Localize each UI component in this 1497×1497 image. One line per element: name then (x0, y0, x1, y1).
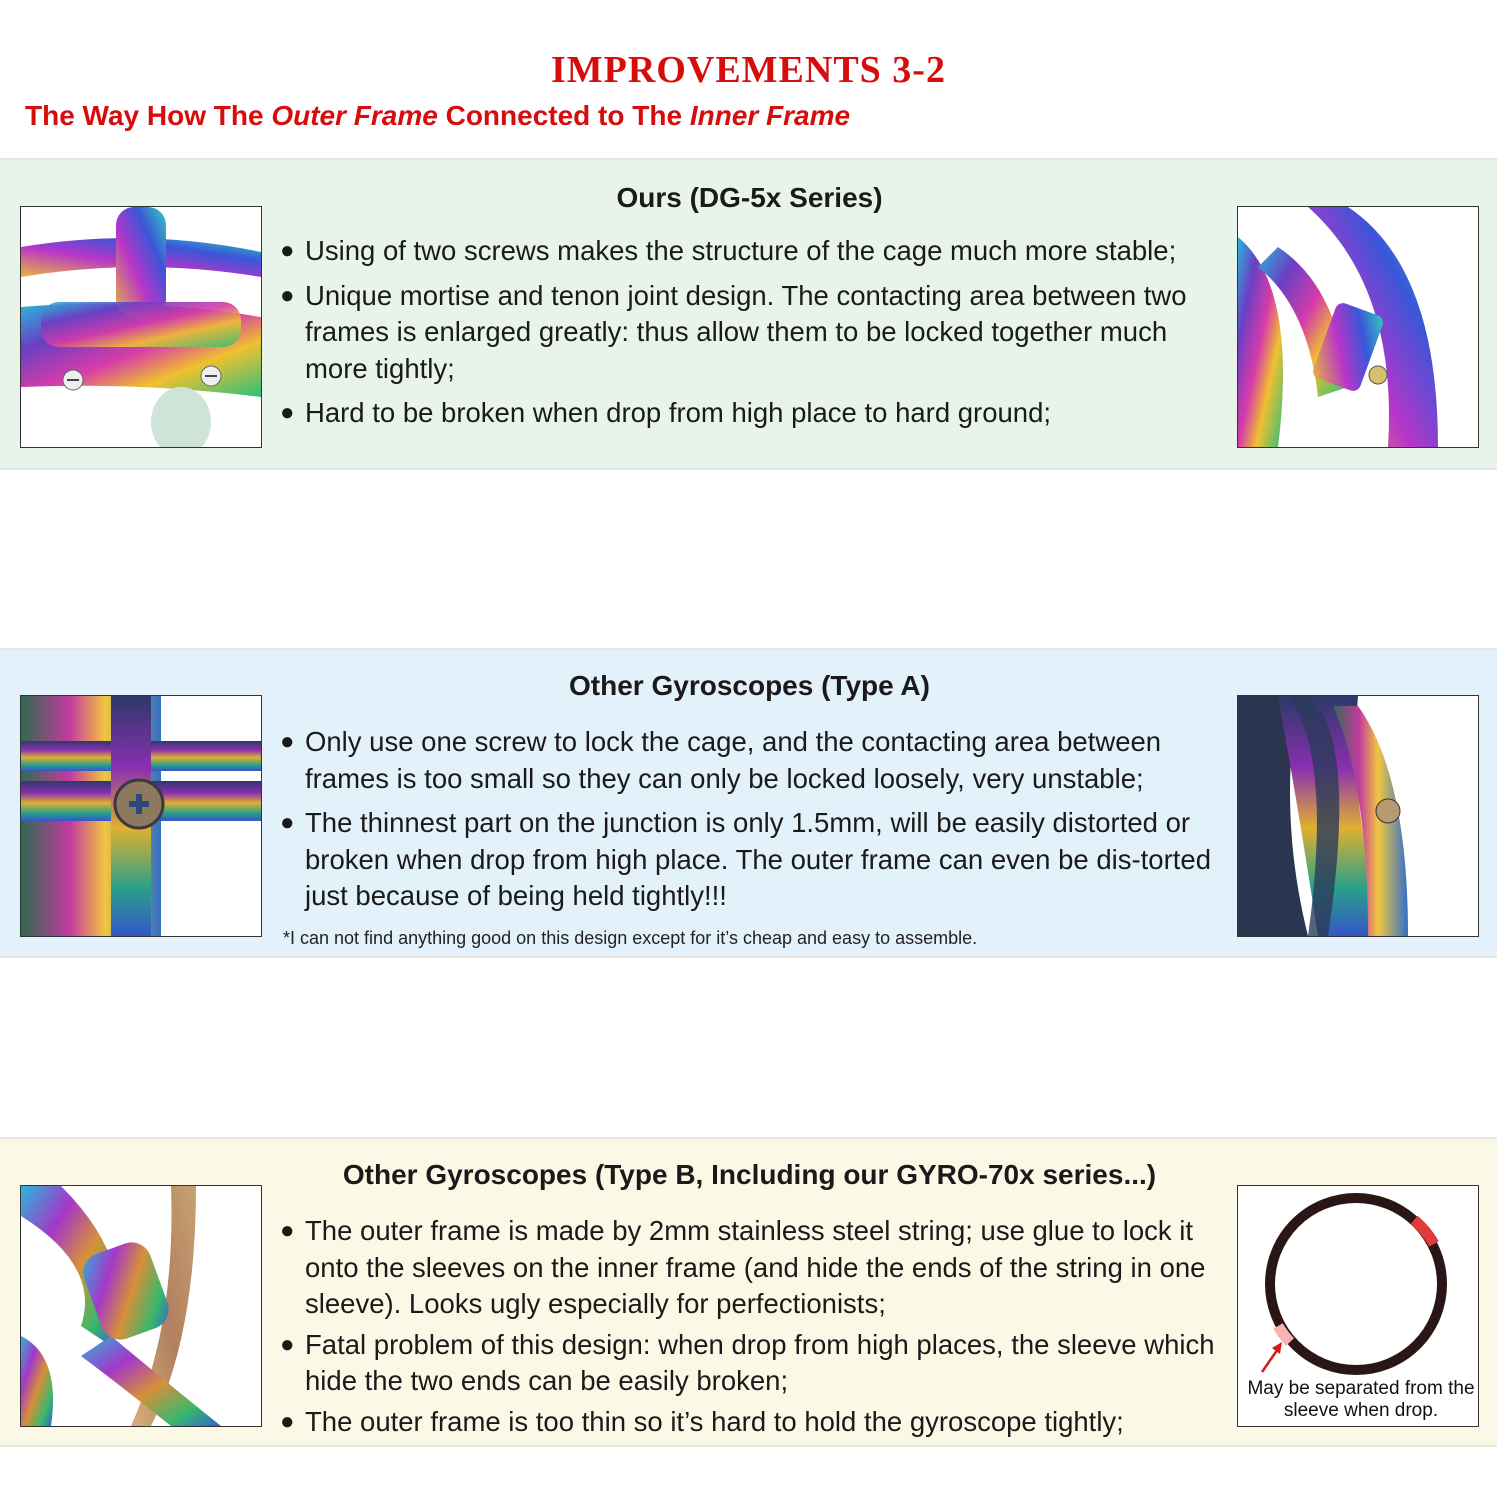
photo-type-a-cross-joint (20, 695, 262, 937)
photo-ours-joint-front (20, 206, 262, 448)
list-item: ● Unique mortise and tenon joint design. The contacting area between two frames is enlarged greatly: thus allow them to be locked together much more tightly; (280, 279, 1187, 384)
photo-type-a-side (1237, 695, 1479, 937)
bullet-icon: ● (280, 1217, 295, 1244)
subtitle-text-1: The Way How The (25, 100, 272, 131)
section-ours (0, 158, 1497, 470)
list-item: ● The outer frame is too thin so it’s hard to hold the gyroscope tightly; (280, 1404, 1230, 1441)
bullet-icon: ● (280, 809, 295, 836)
bullet-list (280, 233, 1230, 432)
section-heading: Other Gyroscopes (Type B, Including our GYRO-70x series...) (342, 1159, 1157, 1190)
diagram-caption: May be separated from the sleeve when drop. (1247, 1378, 1475, 1421)
bullet-icon: ● (280, 1407, 295, 1435)
section-heading: Ours (DG-5x Series) (616, 182, 883, 213)
bullet-icon: ● (280, 728, 295, 755)
list-item: ● The thinnest part on the junction is only 1.5mm, will be easily distorted or broken when drop from high place. The outer frame can even be dis-torted just because of being held tightly!!! (280, 807, 1211, 911)
list-item: ● Hard to be broken when drop from high place to hard ground; (280, 395, 1230, 432)
list-item: ● Using of two screws makes the structure of the cage much more stable; (280, 233, 1230, 270)
ring-diagram (1237, 1185, 1479, 1427)
section-type-a (0, 648, 1497, 958)
bullet-list (280, 724, 1230, 915)
section-heading: Other Gyroscopes (Type A) (569, 670, 930, 701)
bullet-icon: ● (280, 399, 295, 426)
bullet-icon: ● (280, 237, 295, 264)
photo-ours-joint-side (1237, 206, 1479, 448)
footnote: *I can not find anything good on this design except for it’s cheap and easy to assemble. (283, 928, 978, 948)
bullet-icon: ● (280, 281, 295, 309)
subtitle-outer-frame: Outer Frame (271, 100, 438, 131)
list-item: ● The outer frame is made by 2mm stainless steel string; use glue to lock it onto the sleeves on the inner frame (and hide the ends of the string in one sleeve). Looks ugly especially for perfectionists; (280, 1215, 1206, 1319)
list-item: ● Fatal problem of this design: when drop from high places, the sleeve which hide the two ends can be easily broken; (280, 1328, 1215, 1396)
page-subtitle (25, 100, 850, 132)
subtitle-text-2: Connected to The (437, 100, 690, 131)
bullet-list (280, 1213, 1230, 1440)
bullet-icon: ● (280, 1330, 295, 1358)
page-title: IMPROVEMENTS 3-2 (551, 49, 946, 91)
list-item: ● Only use one screw to lock the cage, and the contacting area between frames is too small so they can only be locked loosely, very unstable; (280, 726, 1162, 794)
section-type-b (0, 1137, 1497, 1447)
subtitle-inner-frame: Inner Frame (689, 100, 851, 131)
photo-type-b-sleeve-joint (20, 1185, 262, 1427)
